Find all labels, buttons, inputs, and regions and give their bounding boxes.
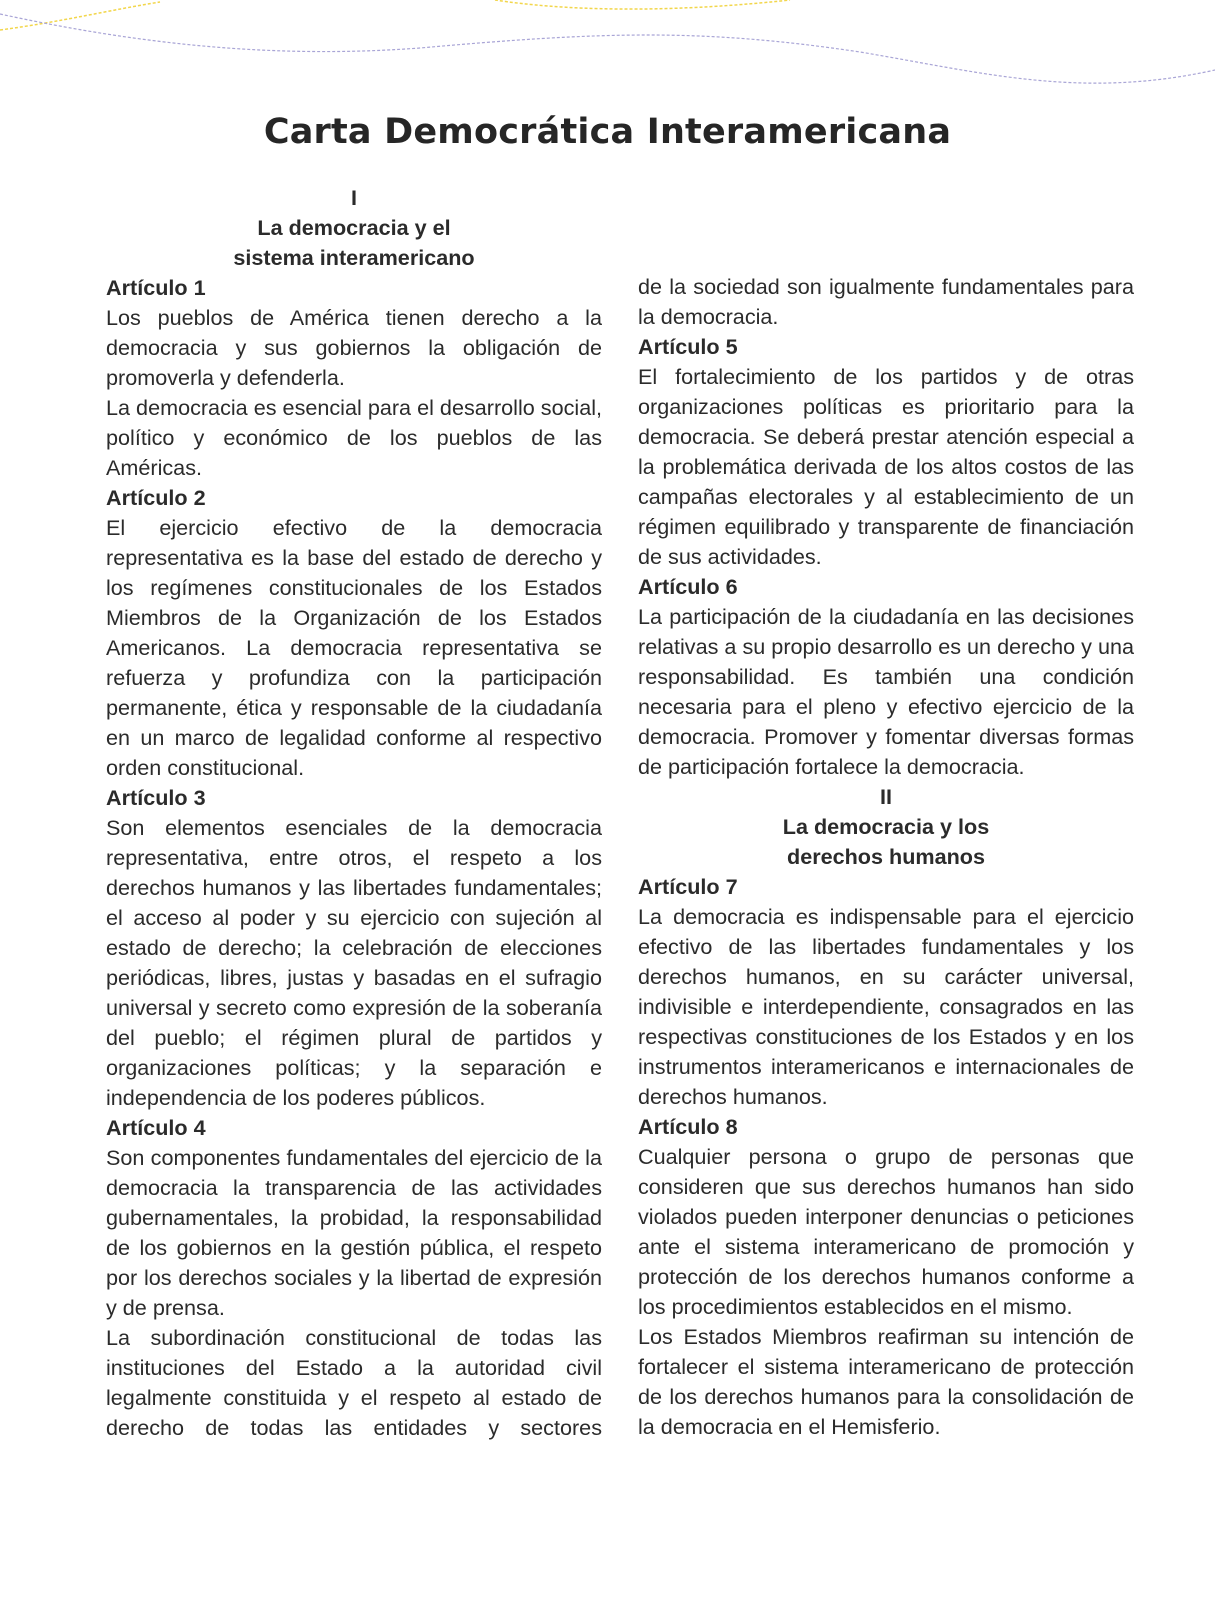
left-column (106, 183, 602, 1443)
article-heading: Artículo 3 (106, 785, 206, 810)
paragraph: El ejercicio efectivo de la democracia representativa es la base del estado de derecho y los regímenes constitucionales de los Estados Miembros de la Organización de los Estados Americanos. La democracia representativa se refuerza y profundiza con la participación permanente, ética y responsable de la ciudadanía en un marco de legalidad conforme al respectivo orden constitucional. (106, 515, 602, 780)
article-heading: Artículo 6 (638, 574, 738, 599)
section-heading: derechos humanos (787, 844, 985, 869)
paragraph: Son elementos esenciales de la democracia representativa, entre otros, el respeto a los derechos humanos y las libertades fundamentales; el acceso al poder y su ejercicio con sujeción al estado de derecho; la celebración de elecciones periódicas, libres, justas y basadas en el sufragio universal y secreto como expresión de la soberanía del pueblo; el régimen plural de partidos y organizaciones políticas; y la separación e independencia de los poderes públicos. (106, 815, 602, 1110)
paragraph: La subordinación constitucional de todas las instituciones del Estado a la autoridad civil legalmente constituida y el respeto al estado de derecho de todas las entidades y sectores (106, 1325, 602, 1440)
article-heading: Artículo 2 (106, 485, 206, 510)
decorative-wave-lines (0, 0, 1215, 120)
paragraph: El fortalecimiento de los partidos y de otras organizaciones políticas es prioritario para la democracia. Se deberá prestar atención especial a la problemática derivada de los altos costos de las campañas electorales y al establecimiento de un régimen equilibrado y transparente de financiación de sus actividades. (638, 364, 1134, 569)
section-heading: I (351, 185, 357, 210)
article-heading: Artículo 5 (638, 334, 738, 359)
section-heading: II (880, 784, 892, 809)
section-heading: La democracia y el (257, 215, 451, 240)
paragraph: Cualquier persona o grupo de personas que consideren que sus derechos humanos han sido violados pueden interponer denuncias o peticiones ante el sistema interamericano de promoción y protección de los derechos humanos conforme a los procedimientos establecidos en el mismo. (638, 1144, 1134, 1319)
paragraph: de la sociedad son igualmente fundamentales para la democracia. (638, 274, 1134, 329)
paragraph: Los pueblos de América tienen derecho a la democracia y sus gobiernos la obligación de promoverla y defenderla. (106, 305, 602, 390)
article-heading: Artículo 1 (106, 275, 206, 300)
paragraph: La participación de la ciudadanía en las decisiones relativas a su propio desarrollo es un derecho y una responsabilidad. Es también una condición necesaria para el pleno y efectivo ejercicio de la democracia. Promover y fomentar diversas formas de participación fortalece la democracia. (638, 604, 1134, 779)
article-heading: Artículo 4 (106, 1115, 206, 1140)
page-title: Carta Democrática Interamericana (263, 112, 952, 152)
right-column (638, 272, 1134, 1442)
paragraph: La democracia es indispensable para el ejercicio efectivo de las libertades fundamentales y los derechos humanos, en su carácter universal, indivisible e interdependiente, consagrados en las respectivas constituciones de los Estados y en los instrumentos interamericanos e internacionales de derechos humanos. (638, 904, 1134, 1109)
section-heading: sistema interamericano (233, 245, 475, 270)
section-heading: La democracia y los (782, 814, 990, 839)
paragraph: Los Estados Miembros reafirman su intención de fortalecer el sistema interamericano de protección de los derechos humanos para la consolidación de la democracia en el Hemisferio. (638, 1324, 1134, 1439)
paragraph: La democracia es esencial para el desarrollo social, político y económico de los pueblos de las Américas. (106, 395, 602, 480)
article-heading: Artículo 8 (638, 1114, 738, 1139)
paragraph: Son componentes fundamentales del ejercicio de la democracia la transparencia de las actividades gubernamentales, la probidad, la responsabilidad de los gobiernos en la gestión pública, el respeto por los derechos sociales y la libertad de expresión y de prensa. (106, 1145, 602, 1320)
article-heading: Artículo 7 (638, 874, 738, 899)
